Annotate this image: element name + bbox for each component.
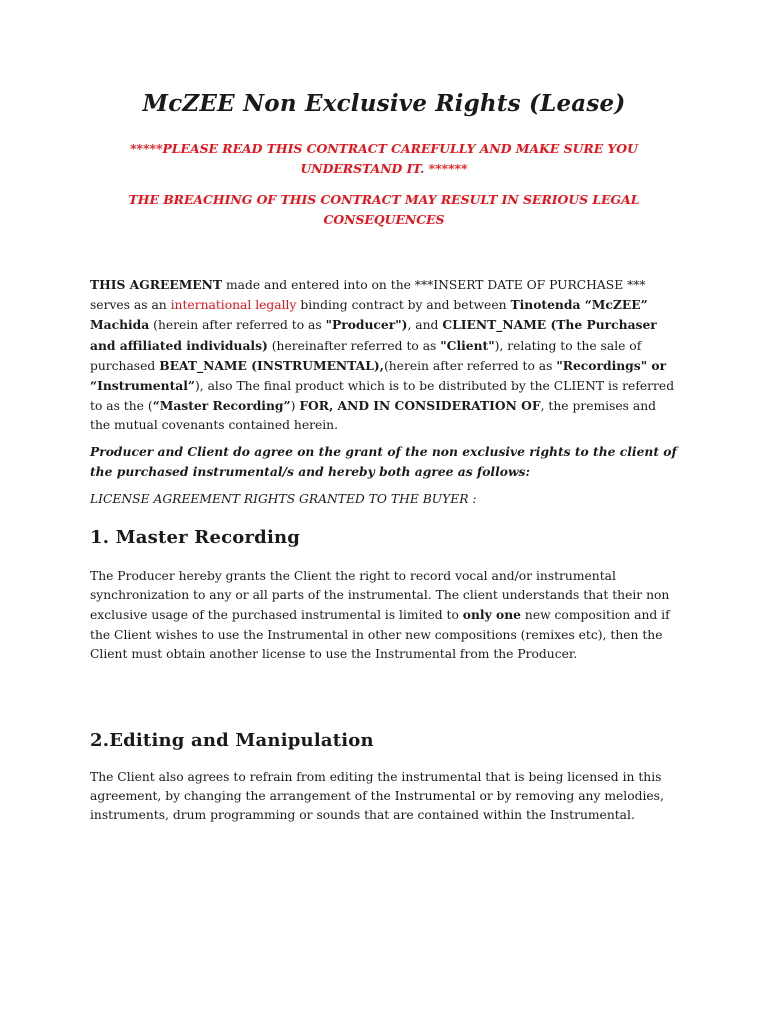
producer-term: "Producer"): [325, 317, 408, 333]
intro-text: THIS AGREEMENT: [90, 277, 223, 292]
warning-legal-consequences: THE BREACHING OF THIS CONTRACT MAY RESULT IN SERIOUS LEGAL CONSEQUENCES: [128, 192, 640, 227]
master-recording-term: “Master Recording”: [152, 398, 291, 414]
consideration-term: FOR, AND IN CONSIDERATION OF: [299, 398, 541, 414]
intro-text: binding contract by and between: [296, 298, 511, 313]
client-name: CLIENT_NAME (The Purchaser and affiliated individuals): [90, 317, 657, 353]
section-2-body: The Client also agrees to refrain from editing the instrumental that is being licensed in this agreement, by changing the arrangement of the Instrumental or by removing any melodies, instruments, drum programming or sounds that are contained within the Instrumental.: [90, 770, 664, 823]
intro-paragraph: [90, 275, 680, 436]
intro-text: (herein after referred to as: [383, 358, 557, 373]
license-heading: LICENSE AGREEMENT RIGHTS GRANTED TO THE BUYER :: [90, 492, 477, 506]
intro-text: ): [290, 399, 300, 414]
intro-text: (hereinafter referred to as: [267, 338, 441, 353]
section-1-heading: 1. Master Recording: [90, 527, 301, 548]
section-1-emphasis: only one: [462, 607, 521, 623]
document-title: McZEE Non Exclusive Rights (Lease): [142, 90, 626, 117]
recordings-term: "Recordings" or “Instrumental”: [90, 357, 667, 394]
section-1-body: [90, 567, 680, 664]
intro-text: ), also The final product which is to be distributed by the CLIENT is referred to as the (: [90, 379, 675, 414]
section-1-text: new composition and if the Client wishes to use the Instrumental in other new compositions (remixes etc), then the Client must obtain another license to use the Instrumental from the Producer.: [90, 608, 670, 661]
beat-name: BEAT_NAME (INSTRUMENTAL),: [159, 357, 384, 373]
intro-text: , and: [407, 318, 443, 333]
intro-highlight-text: international legally: [170, 298, 297, 313]
intro-text: (herein after referred to as: [149, 318, 326, 333]
warning-read-carefully: *****PLEASE READ THIS CONTRACT CAREFULLY AND MAKE SURE YOU UNDERSTAND IT. ******: [130, 141, 638, 176]
intro-text: , the premises and the mutual covenants contained herein.: [90, 399, 657, 433]
client-term: "Client": [440, 337, 495, 353]
producer-name: Tinotenda “McZEE” Machida: [90, 297, 648, 333]
section-1-text: The Producer hereby grants the Client the right to record vocal and/or instrumental synchronization to any or all parts of the instrumental. The client understands that their non exclusive usage of the purchased instrumental is limited to: [90, 569, 670, 623]
agreement-statement: Producer and Client do agree on the grant of the non exclusive rights to the client of the purchased instrumental/s and hereby both agree as follows:: [90, 444, 677, 479]
intro-text: made and entered into on the ***INSERT DATE OF PURCHASE *** serves as an: [90, 278, 646, 313]
intro-text: ), relating to the sale of purchased: [90, 338, 642, 373]
section-2-heading: 2.Editing and Manipulation: [90, 730, 374, 751]
